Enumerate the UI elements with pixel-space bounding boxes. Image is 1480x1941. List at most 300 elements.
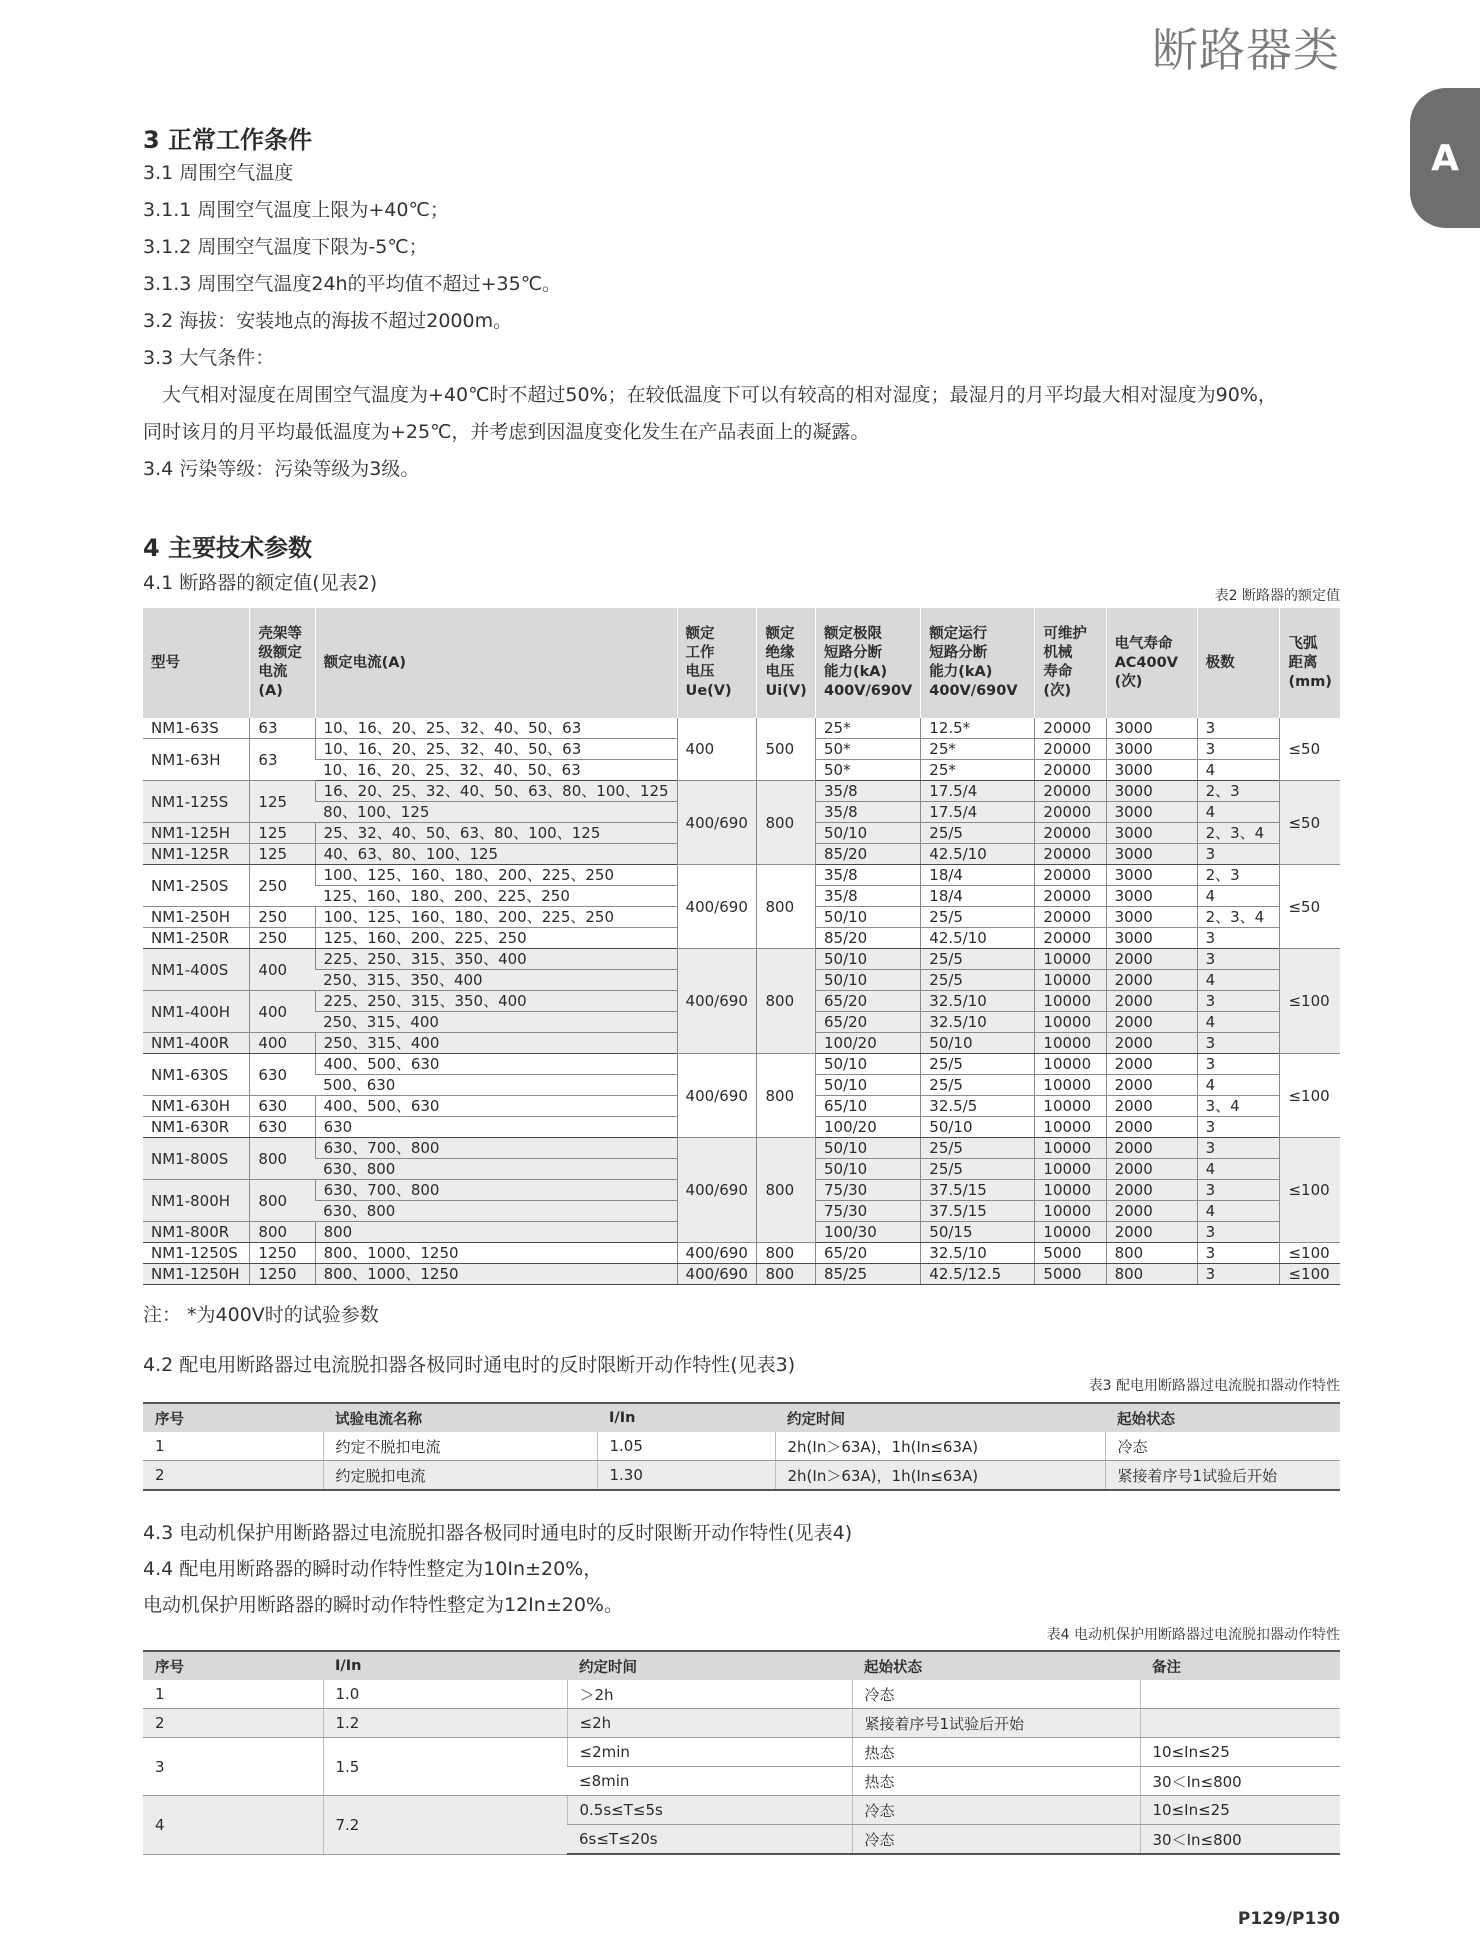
table2-row (143, 1138, 1340, 1159)
table4-cell: 0.5s≤T≤5s (567, 1796, 852, 1825)
table2-header-text: Ue(V) (685, 683, 732, 699)
table2-value-cell: 3000 (1106, 886, 1197, 907)
table4-cell: ＞2h (567, 1680, 852, 1709)
section3-line: 3.1.2 周围空气温度下限为-5℃； (143, 236, 428, 258)
table2-value-cell: 50/15 (921, 1222, 1035, 1243)
table2-value-cell: 4 (1197, 760, 1280, 781)
frame-current-cell: 63 (250, 739, 315, 781)
table2-value-cell: 800 (1106, 1264, 1197, 1285)
table2-value-cell: 10000 (1035, 1033, 1106, 1054)
table2-header-text: 寿命 (1043, 664, 1073, 680)
table4-cell: 10≤In≤25 (1140, 1796, 1340, 1825)
table2-value-cell: 50/10 (816, 907, 921, 928)
model-cell: NM1-1250S (143, 1243, 250, 1264)
table2-value-cell: 50/10 (816, 823, 921, 844)
table2-group (143, 718, 1340, 781)
rated-current-cell: 400、500、630 (315, 1096, 677, 1117)
rated-current-cell: 400、500、630 (315, 1054, 677, 1075)
table4-no-cell: 2 (143, 1709, 323, 1738)
arc-distance-cell: ≤100 (1280, 1243, 1340, 1264)
frame-current-cell: 1250 (250, 1243, 315, 1264)
table2-value-cell: 3000 (1106, 718, 1197, 739)
ue-cell: 400/690 (677, 781, 757, 865)
section3-line: 3.1.1 周围空气温度上限为+40℃； (143, 199, 449, 221)
table2-value-cell: 17.5/4 (921, 781, 1035, 802)
table2-header-text: 电压 (685, 664, 715, 680)
table2-header-cell (315, 608, 677, 718)
table2-value-cell: 50/10 (816, 1138, 921, 1159)
table3-cell: 2h(In＞63A)，1h(In≤63A) (775, 1461, 1105, 1491)
table3-header-cell: 序号 (143, 1403, 323, 1432)
model-cell: NM1-800R (143, 1222, 250, 1243)
rated-current-cell: 25、32、40、50、63、80、100、125 (315, 823, 677, 844)
arc-distance-cell: ≤100 (1280, 1138, 1340, 1243)
table2-value-cell: 2000 (1106, 1012, 1197, 1033)
rated-current-cell: 500、630 (315, 1075, 677, 1096)
model-cell: NM1-250H (143, 907, 250, 928)
section4-title: 4 主要技术参数 (143, 534, 313, 562)
table2-header-text: 400V/690V (929, 683, 1018, 699)
arc-distance-cell: ≤100 (1280, 949, 1340, 1054)
table3-row (143, 1461, 1340, 1491)
table2-header-text: 可维护 (1043, 626, 1087, 642)
table2-header-text: Ui(V) (765, 683, 807, 699)
model-cell: NM1-250R (143, 928, 250, 949)
table2-value-cell: 75/30 (816, 1180, 921, 1201)
rated-current-cell: 100、125、160、180、200、225、250 (315, 907, 677, 928)
table2-value-cell: 2、3 (1197, 781, 1280, 802)
table2-value-cell: 25/5 (921, 907, 1035, 928)
ui-cell: 800 (757, 1264, 816, 1285)
table2-value-cell: 25* (921, 739, 1035, 760)
table2-value-cell: 3 (1197, 949, 1280, 970)
model-cell: NM1-125H (143, 823, 250, 844)
table2-value-cell: 2000 (1106, 1117, 1197, 1138)
table2-value-cell: 65/20 (816, 1243, 921, 1264)
table2-caption: 表2 断路器的额定值 (1214, 588, 1340, 604)
frame-current-cell: 250 (250, 865, 315, 907)
rated-current-cell: 225、250、315、350、400 (315, 949, 677, 970)
table2-value-cell: 3 (1197, 991, 1280, 1012)
table2-value-cell: 3 (1197, 1138, 1280, 1159)
table2-value-cell: 5000 (1035, 1264, 1106, 1285)
table2-value-cell: 12.5* (921, 718, 1035, 739)
table4-cell (1140, 1709, 1340, 1738)
table3-cell: 2h(In＞63A)，1h(In≤63A) (775, 1432, 1105, 1461)
table2-value-cell: 2000 (1106, 1033, 1197, 1054)
table2-value-cell: 2000 (1106, 1054, 1197, 1075)
table2-value-cell: 20000 (1035, 865, 1106, 886)
table4-cell: 30＜In≤800 (1140, 1767, 1340, 1796)
table2-value-cell: 3 (1197, 844, 1280, 865)
table2-row (143, 1264, 1340, 1285)
table2-value-cell: 25/5 (921, 1054, 1035, 1075)
table4-ratio-cell: 1.2 (323, 1709, 567, 1738)
ui-cell: 800 (757, 781, 816, 865)
arc-distance-cell: ≤50 (1280, 865, 1340, 949)
model-cell: NM1-630R (143, 1117, 250, 1138)
table2-value-cell: 10000 (1035, 1117, 1106, 1138)
table2-header-text: 额定 (765, 626, 795, 642)
table4-ratio-cell: 1.0 (323, 1680, 567, 1709)
table2-header-text: 极数 (1205, 654, 1235, 671)
table2-header-text: 距离 (1288, 654, 1318, 671)
rated-current-cell: 250、315、400 (315, 1033, 677, 1054)
table2-value-cell: 2000 (1106, 1180, 1197, 1201)
table2-header-text: 能力(kA) (929, 664, 993, 680)
table2-value-cell: 3 (1197, 718, 1280, 739)
rated-current-cell: 250、315、350、400 (315, 970, 677, 991)
rated-current-cell: 225、250、315、350、400 (315, 991, 677, 1012)
table2-value-cell: 20000 (1035, 718, 1106, 739)
arc-distance-cell: ≤50 (1280, 781, 1340, 865)
arc-distance-cell: ≤100 (1280, 1054, 1340, 1138)
table2-value-cell: 10000 (1035, 1138, 1106, 1159)
table2-header-text: 短路分断 (824, 645, 882, 661)
table2-row (143, 1243, 1340, 1264)
frame-current-cell: 125 (250, 781, 315, 823)
table4-cell: 冷态 (852, 1825, 1140, 1855)
table2-value-cell: 10000 (1035, 1096, 1106, 1117)
table2-header-cell (250, 608, 315, 718)
table2-header-cell (143, 608, 250, 718)
page-number: P129/P130 (1237, 1909, 1340, 1929)
table4-no-cell: 4 (143, 1796, 323, 1855)
table2-header-cell (1280, 608, 1340, 718)
frame-current-cell: 630 (250, 1054, 315, 1096)
table2-value-cell: 32.5/10 (921, 1012, 1035, 1033)
table2-row (143, 865, 1340, 886)
table4-header-cell: 起始状态 (852, 1651, 1140, 1680)
rated-current-cell: 10、16、20、25、32、40、50、63 (315, 739, 677, 760)
table2-value-cell: 37.5/15 (921, 1201, 1035, 1222)
table4-no-cell: 3 (143, 1738, 323, 1796)
table2-group (143, 949, 1340, 1054)
table3-cell: 1.30 (597, 1461, 775, 1491)
table2-value-cell: 50/10 (816, 970, 921, 991)
table2-group (143, 865, 1340, 949)
table2-value-cell: 20000 (1035, 907, 1106, 928)
frame-current-cell: 800 (250, 1222, 315, 1243)
table2-value-cell: 4 (1197, 1075, 1280, 1096)
frame-current-cell: 125 (250, 844, 315, 865)
table2-value-cell: 10000 (1035, 970, 1106, 991)
ui-cell: 500 (757, 718, 816, 781)
table4-header-cell: I/In (323, 1651, 567, 1680)
table3-caption: 表3 配电用断路器过电流脱扣器动作特性 (1088, 1378, 1340, 1394)
table2-header-cell (677, 608, 757, 718)
table2-header-cell (1197, 608, 1280, 718)
model-cell: NM1-1250H (143, 1264, 250, 1285)
model-cell: NM1-125R (143, 844, 250, 865)
table2-value-cell: 2、3、4 (1197, 823, 1280, 844)
table2-value-cell: 25/5 (921, 1159, 1035, 1180)
rated-current-cell: 630、800 (315, 1201, 677, 1222)
table2-value-cell: 3000 (1106, 865, 1197, 886)
section42-line: 4.2 配电用断路器过电流脱扣器各极同时通电时的反时限断开动作特性(见表3) (143, 1354, 796, 1376)
table2-group (143, 781, 1340, 865)
table2-value-cell: 20000 (1035, 844, 1106, 865)
table2-value-cell: 3、4 (1197, 1096, 1280, 1117)
rated-current-cell: 10、16、20、25、32、40、50、63 (315, 760, 677, 781)
table3-row (143, 1432, 1340, 1461)
ui-cell: 800 (757, 865, 816, 949)
table2-group (143, 1243, 1340, 1264)
model-cell: NM1-400R (143, 1033, 250, 1054)
table3-cell: 冷态 (1105, 1432, 1340, 1461)
ui-cell: 800 (757, 1138, 816, 1243)
table3-header-cell: 约定时间 (775, 1403, 1105, 1432)
rated-current-cell: 125、160、200、225、250 (315, 928, 677, 949)
table2-value-cell: 3 (1197, 1243, 1280, 1264)
table2-value-cell: 4 (1197, 886, 1280, 907)
table2-note: 注： *为400V时的试验参数 (143, 1304, 379, 1326)
table2-header-text: 机械 (1043, 645, 1073, 661)
table2-header-text: 工作 (685, 645, 715, 661)
table2-value-cell: 50/10 (816, 1159, 921, 1180)
table2-value-cell: 32.5/10 (921, 1243, 1035, 1264)
frame-current-cell: 250 (250, 907, 315, 928)
table2-value-cell: 3 (1197, 1222, 1280, 1243)
table4-cell: 10≤In≤25 (1140, 1738, 1340, 1767)
section3-line: 3.4 污染等级：污染等级为3级。 (143, 458, 420, 480)
table2-value-cell: 85/20 (816, 844, 921, 865)
table2-value-cell: 3000 (1106, 844, 1197, 865)
ratings-table (143, 608, 1340, 1285)
table3-cell: 约定不脱扣电流 (323, 1432, 597, 1461)
table2-value-cell: 100/20 (816, 1117, 921, 1138)
table2-value-cell: 2000 (1106, 1138, 1197, 1159)
rated-current-cell: 250、315、400 (315, 1012, 677, 1033)
frame-current-cell: 630 (250, 1096, 315, 1117)
ui-cell: 800 (757, 1054, 816, 1138)
table2-value-cell: 20000 (1035, 886, 1106, 907)
table2-value-cell: 50/10 (816, 949, 921, 970)
table2-value-cell: 3 (1197, 1117, 1280, 1138)
table4-caption: 表4 电动机保护用断路器过电流脱扣器动作特性 (1046, 1627, 1340, 1643)
table2-value-cell: 25* (816, 718, 921, 739)
table2-value-cell: 32.5/10 (921, 991, 1035, 1012)
table2-header-text: 电气寿命 (1114, 635, 1173, 652)
rated-current-cell: 40、63、80、100、125 (315, 844, 677, 865)
table2-value-cell: 35/8 (816, 865, 921, 886)
table2-header-text: 额定运行 (929, 626, 988, 642)
table2-header-text: 型号 (151, 654, 180, 671)
table2-header-text: (次) (1043, 683, 1072, 699)
table3-cell: 1 (143, 1432, 323, 1461)
table2-value-cell: 65/20 (816, 991, 921, 1012)
table2-value-cell: 85/25 (816, 1264, 921, 1285)
table4-cell: 30＜In≤800 (1140, 1825, 1340, 1855)
table2-value-cell: 50/10 (816, 1075, 921, 1096)
table2-header-text: 绝缘 (765, 645, 795, 661)
table2-value-cell: 65/10 (816, 1096, 921, 1117)
rated-current-cell: 800 (315, 1222, 677, 1243)
table2-value-cell: 100/20 (816, 1033, 921, 1054)
section3-line: 3.1 周围空气温度 (143, 162, 294, 184)
table4-cell: ≤2min (567, 1738, 852, 1767)
table2-header-text: 级额定 (258, 645, 302, 661)
table2-value-cell: 25/5 (921, 823, 1035, 844)
table2-value-cell: 20000 (1035, 781, 1106, 802)
motor-trip-table (143, 1650, 1340, 1855)
table2-value-cell: 3000 (1106, 781, 1197, 802)
table2-row (143, 718, 1340, 739)
table4-row (143, 1680, 1340, 1709)
table2-value-cell: 20000 (1035, 760, 1106, 781)
ue-cell: 400/690 (677, 949, 757, 1054)
table3-cell: 2 (143, 1461, 323, 1491)
table2-value-cell: 65/20 (816, 1012, 921, 1033)
frame-current-cell: 125 (250, 823, 315, 844)
category-title: 断路器类 (1152, 23, 1340, 77)
rated-current-cell: 800、1000、1250 (315, 1264, 677, 1285)
table2-header-text: (次) (1114, 673, 1143, 690)
table2-value-cell: 10000 (1035, 1054, 1106, 1075)
table4-header-cell: 约定时间 (567, 1651, 852, 1680)
table2-value-cell: 2000 (1106, 1201, 1197, 1222)
model-cell: NM1-63H (143, 739, 250, 781)
table2-group (143, 1138, 1340, 1243)
section41-line: 4.1 断路器的额定值(见表2) (143, 572, 378, 594)
table2-value-cell: 3 (1197, 928, 1280, 949)
table4-header-cell: 备注 (1140, 1651, 1340, 1680)
table4-cell: 6s≤T≤20s (567, 1825, 852, 1855)
table2-value-cell: 10000 (1035, 1201, 1106, 1222)
table4-ratio-cell: 7.2 (323, 1796, 567, 1855)
table2-value-cell: 3000 (1106, 907, 1197, 928)
table2-header-cell (1035, 608, 1106, 718)
table2-value-cell: 17.5/4 (921, 802, 1035, 823)
table4-row (143, 1738, 1340, 1767)
model-cell: NM1-250S (143, 865, 250, 907)
frame-current-cell: 400 (250, 1033, 315, 1054)
table4-cell (1140, 1680, 1340, 1709)
rated-current-cell: 80、100、125 (315, 802, 677, 823)
rated-current-cell: 630、700、800 (315, 1180, 677, 1201)
table2-value-cell: 10000 (1035, 991, 1106, 1012)
table2-value-cell: 4 (1197, 802, 1280, 823)
table2-value-cell: 32.5/5 (921, 1096, 1035, 1117)
table2-header-text: 额定电流(A) (323, 654, 407, 671)
table3-header-cell: 试验电流名称 (323, 1403, 597, 1432)
table2-value-cell: 10000 (1035, 949, 1106, 970)
rated-current-cell: 100、125、160、180、200、225、250 (315, 865, 677, 886)
rated-current-cell: 630、800 (315, 1159, 677, 1180)
table2-value-cell: 3000 (1106, 802, 1197, 823)
table4-row (143, 1796, 1340, 1825)
table2-value-cell: 50* (816, 739, 921, 760)
section3-line: 3.2 海拔：安装地点的海拔不超过2000m。 (143, 310, 513, 332)
table2-value-cell: 50/10 (921, 1033, 1035, 1054)
table4-no-cell: 1 (143, 1680, 323, 1709)
table2-value-cell: 42.5/12.5 (921, 1264, 1035, 1285)
section-tab: A (1410, 88, 1480, 228)
table2-value-cell: 35/8 (816, 781, 921, 802)
ue-cell: 400 (677, 718, 757, 781)
table4-ratio-cell: 1.5 (323, 1738, 567, 1796)
table2-value-cell: 2000 (1106, 991, 1197, 1012)
table2-value-cell: 18/4 (921, 865, 1035, 886)
table2-header-text: 壳架等 (258, 626, 302, 642)
model-cell: NM1-400H (143, 991, 250, 1033)
table2-value-cell: 2、3 (1197, 865, 1280, 886)
table2-value-cell: 4 (1197, 1012, 1280, 1033)
table2-header-cell (757, 608, 816, 718)
frame-current-cell: 400 (250, 991, 315, 1033)
table2-value-cell: 2000 (1106, 949, 1197, 970)
rated-current-cell: 630 (315, 1117, 677, 1138)
frame-current-cell: 250 (250, 928, 315, 949)
table2-value-cell: 5000 (1035, 1243, 1106, 1264)
table2-value-cell: 2000 (1106, 1096, 1197, 1117)
rated-current-cell: 10、16、20、25、32、40、50、63 (315, 718, 677, 739)
frame-current-cell: 800 (250, 1180, 315, 1222)
table2-value-cell: 3 (1197, 1054, 1280, 1075)
table2-value-cell: 20000 (1035, 739, 1106, 760)
frame-current-cell: 630 (250, 1117, 315, 1138)
table2-value-cell: 35/8 (816, 802, 921, 823)
table2-group (143, 1264, 1340, 1285)
table2-value-cell: 18/4 (921, 886, 1035, 907)
table2-value-cell: 2、3、4 (1197, 907, 1280, 928)
table2-header-text: (mm) (1288, 673, 1332, 690)
table2-value-cell: 10000 (1035, 1180, 1106, 1201)
section3-line: 大气相对湿度在周围空气温度为+40℃时不超过50%；在较低温度下可以有较高的相对湿度；最湿月的月平均最大相对湿度为90%， (143, 384, 1277, 406)
ue-cell: 400/690 (677, 1264, 757, 1285)
table4-cell: 冷态 (852, 1796, 1140, 1825)
table2-header-text: 400V/690V (824, 683, 913, 699)
table2-value-cell: 50/10 (816, 1054, 921, 1075)
model-cell: NM1-800H (143, 1180, 250, 1222)
section43-line: 4.3 电动机保护用断路器过电流脱扣器各极同时通电时的反时限断开动作特性(见表4) (143, 1522, 853, 1544)
table2-row (143, 1054, 1340, 1075)
table2-value-cell: 3 (1197, 1264, 1280, 1285)
ue-cell: 400/690 (677, 1138, 757, 1243)
rated-current-cell: 800、1000、1250 (315, 1243, 677, 1264)
frame-current-cell: 1250 (250, 1264, 315, 1285)
table2-header-text: 电流(A) (258, 664, 288, 699)
table2-value-cell: 85/20 (816, 928, 921, 949)
table2-header-text: 额定极限 (824, 626, 882, 642)
table4-cell: ≤8min (567, 1767, 852, 1796)
table2-header-text: 飞弧 (1288, 635, 1318, 652)
section3-line: 同时该月的月平均最低温度为+25℃，并考虑到因温度变化发生在产品表面上的凝露。 (143, 421, 870, 443)
table4-header-cell: 序号 (143, 1651, 323, 1680)
table2-value-cell: 25/5 (921, 1138, 1035, 1159)
frame-current-cell: 400 (250, 949, 315, 991)
table2-value-cell: 10000 (1035, 1222, 1106, 1243)
model-cell: NM1-63S (143, 718, 250, 739)
table3-header-cell: I/In (597, 1403, 775, 1432)
table2-value-cell: 3 (1197, 1033, 1280, 1054)
frame-current-cell: 63 (250, 718, 315, 739)
table2-value-cell: 3000 (1106, 928, 1197, 949)
distribution-trip-table (143, 1402, 1340, 1491)
table4-row (143, 1709, 1340, 1738)
table3-cell: 1.05 (597, 1432, 775, 1461)
table2-value-cell: 2000 (1106, 1159, 1197, 1180)
table4-cell: ≤2h (567, 1709, 852, 1738)
table2-header-text: 额定 (685, 626, 715, 642)
table2-value-cell: 20000 (1035, 928, 1106, 949)
ue-cell: 400/690 (677, 1054, 757, 1138)
table2-value-cell: 2000 (1106, 1075, 1197, 1096)
section3-line: 3.3 大气条件： (143, 347, 275, 369)
table2-group (143, 1054, 1340, 1138)
rated-current-cell: 16、20、25、32、40、50、63、80、100、125 (315, 781, 677, 802)
table2-header-text: 能力(kA) (824, 664, 888, 680)
